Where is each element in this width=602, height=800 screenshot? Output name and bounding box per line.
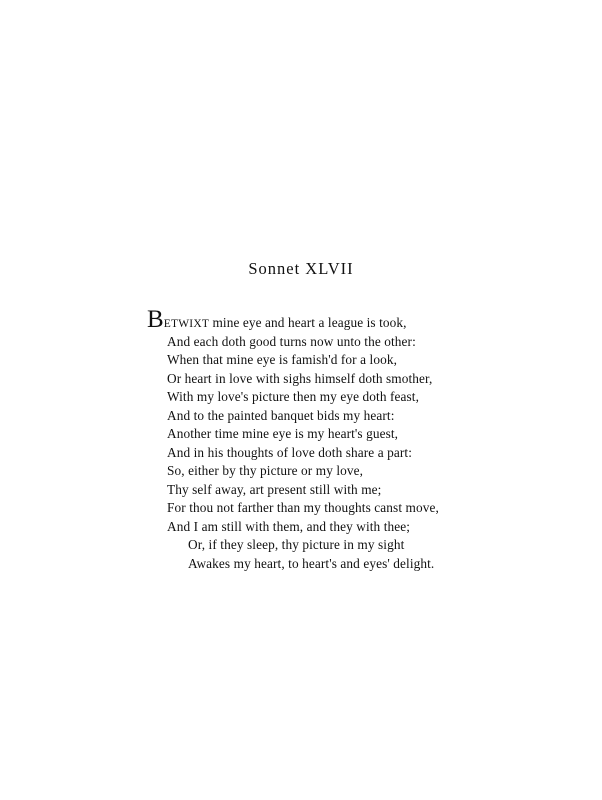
poem-line-2: And each doth good turns now unto the other: — [167, 333, 416, 349]
poem-line-8: And in his thoughts of love doth share a part: — [167, 444, 413, 460]
poem-line-1 — [147, 306, 577, 333]
poem-line-14: Awakes my heart, to heart's and eyes' delight. — [188, 555, 435, 571]
poem-body — [147, 306, 577, 573]
poem-line-5: With my love's picture then my eye doth feast, — [167, 389, 420, 404]
poem-line-12: And I am still with them, and they with thee; — [167, 518, 411, 534]
poem-line-3: When that mine eye is famish'd for a look, — [167, 352, 397, 367]
poem-line-9: So, either by thy picture or my love, — [167, 463, 364, 478]
poem-line-11: For thou not farther than my thoughts canst move, — [167, 500, 439, 515]
poem-line-6: And to the painted banquet bids my heart: — [167, 407, 395, 423]
first-line-text: mine eye and heart a league is took, — [209, 315, 407, 330]
poem-line-13: Or, if they sleep, thy picture in my sight — [188, 537, 405, 552]
poem-line-10: Thy self away, art present still with me; — [167, 481, 382, 497]
poem-line-7: Another time mine eye is my heart's guest, — [167, 426, 399, 441]
drop-cap: B — [147, 306, 164, 333]
poem-title: Sonnet XLVII — [248, 259, 354, 278]
poem-line-4: Or heart in love with sighs himself doth smother, — [167, 370, 433, 386]
small-caps-word: ETWIXT — [163, 318, 210, 330]
